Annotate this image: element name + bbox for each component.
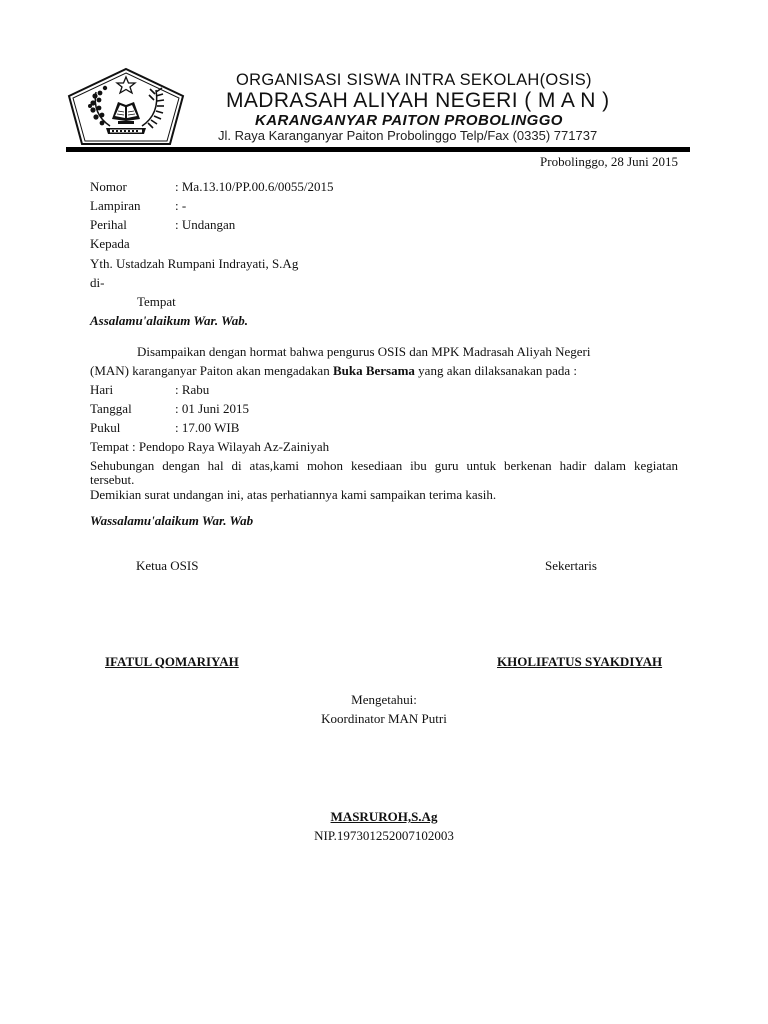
acknowledged-nip: NIP.197301252007102003 (314, 828, 454, 843)
closing-salutation: Wassalamu'alaikum War. Wab (90, 513, 254, 528)
field-label-lampiran: Lampiran (90, 198, 141, 213)
event-label-tanggal: Tanggal (90, 401, 132, 416)
body-intro-line1: Disampaikan dengan hormat bahwa pengurus OSIS dan MPK Madrasah Aliyah Negeri (137, 344, 591, 359)
body-intro-line2 (90, 363, 577, 379)
field-value-perihal: : Undangan (175, 217, 236, 232)
event-value-hari: : Rabu (175, 382, 210, 397)
recipient-di: di- (90, 275, 105, 290)
acknowledged-label: Mengetahui: (351, 692, 417, 707)
field-value-nomor: : Ma.13.10/PP.00.6/0055/2015 (175, 179, 334, 194)
body-request-line1: Sehubungan dengan hal di atas,kami mohon kesediaan ibu guru untuk berkenan hadir dalam kegiatan (90, 458, 678, 473)
kemenag-emblem-icon (66, 66, 186, 146)
letter-date: Probolinggo, 28 Juni 2015 (540, 154, 678, 169)
letterhead-address: Jl. Raya Karanganyar Paiton Probolinggo Telp/Fax (0335) 771737 (218, 128, 598, 143)
letterhead-organization: ORGANISASI SISWA INTRA SEKOLAH(OSIS) (236, 71, 592, 89)
acknowledged-name: MASRUROH,S.Ag (330, 809, 438, 824)
letterhead-divider (66, 147, 690, 152)
event-label-pukul: Pukul (90, 420, 121, 435)
event-value-pukul: : 17.00 WIB (175, 420, 240, 435)
intro-text-end: yang akan dilaksanakan pada : (414, 363, 577, 378)
event-value-tanggal: : 01 Juni 2015 (175, 401, 250, 416)
field-value-lampiran: : - (175, 198, 187, 213)
signature-left-role: Ketua OSIS (136, 558, 199, 573)
event-name: Buka Bersama (332, 363, 415, 378)
letterhead-school-name: MADRASAH ALIYAH NEGERI ( M A N ) (226, 89, 610, 112)
recipient-name: Yth. Ustadzah Rumpani Indrayati, S.Ag (90, 256, 299, 271)
greeting: Assalamu'alaikum War. Wab. (90, 313, 248, 328)
body-request-line2: tersebut. (90, 472, 135, 487)
field-label-nomor: Nomor (90, 179, 127, 194)
signature-left-name: IFATUL QOMARIYAH (105, 654, 239, 669)
body-closing: Demikian surat undangan ini, atas perhatiannya kami sampaikan terima kasih. (90, 487, 497, 502)
event-label-hari: Hari (90, 382, 114, 397)
event-place: Tempat : Pendopo Raya Wilayah Az-Zainiyah (90, 439, 330, 454)
recipient-tempat: Tempat (137, 294, 176, 309)
field-label-perihal: Perihal (90, 217, 127, 232)
signature-right-role: Sekertaris (545, 558, 597, 573)
letterhead-location: KARANGANYAR PAITON PROBOLINGGO (255, 112, 563, 129)
signature-right-name: KHOLIFATUS SYAKDIYAH (497, 654, 663, 669)
recipient-kepada: Kepada (90, 236, 130, 251)
acknowledged-role: Koordinator MAN Putri (321, 711, 447, 726)
intro-text: (MAN) karanganyar Paiton akan mengadakan (90, 363, 333, 378)
